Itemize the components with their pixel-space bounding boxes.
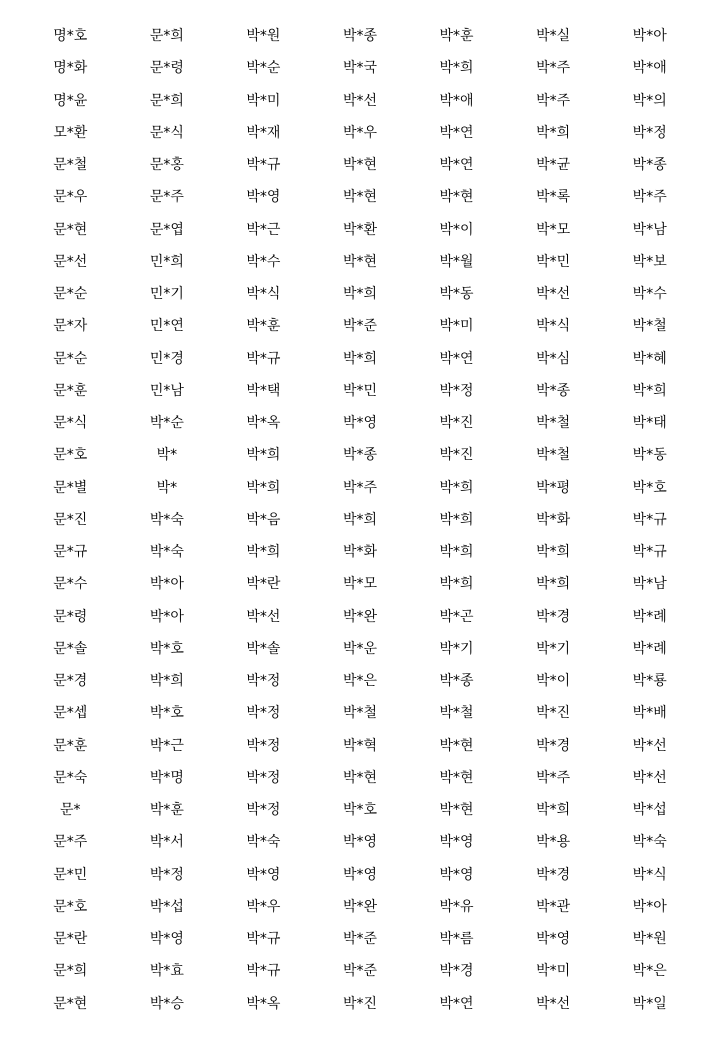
name-entry: 박* (156, 479, 178, 496)
name-entry: 박*희 (246, 544, 281, 561)
name-entry: 문*주 (53, 834, 88, 851)
name-entry: 박*호 (149, 640, 184, 657)
name-entry: 박*영 (149, 931, 184, 948)
name-entry: 박*아 (149, 608, 184, 625)
name-entry: 박*철 (439, 705, 474, 722)
name-entry: 문*민 (53, 866, 88, 883)
name-entry: 문*주 (149, 189, 184, 206)
name-entry: 박*철 (536, 447, 571, 464)
name-entry: 박*훈 (439, 28, 474, 45)
name-entry: 문*자 (53, 318, 88, 335)
name-entry: 박*름 (439, 931, 474, 948)
name-entry: 박*우 (342, 124, 378, 141)
name-entry: 박*정 (246, 673, 281, 690)
name-entry: 박*남 (632, 221, 667, 238)
name-entry: 박*애 (632, 60, 667, 77)
name-entry: 박*희 (632, 382, 667, 399)
name-entry: 박*희 (536, 802, 571, 819)
name-entry: 박*룡 (632, 673, 667, 690)
name-entry: 박*음 (246, 511, 281, 528)
name-entry: 박*애 (439, 92, 474, 109)
name-entry: 박*모 (536, 221, 571, 238)
name-entry: 박*선 (246, 608, 281, 625)
name-entry: 박*선 (632, 737, 667, 754)
name-entry: 박*희 (342, 350, 378, 367)
name-entry: 박*현 (342, 769, 378, 786)
name-entry: 모*환 (53, 124, 88, 141)
name-entry: 문*란 (53, 931, 88, 948)
name-entry: 박*주 (342, 479, 378, 496)
name-entry: 문*진 (53, 511, 88, 528)
name-entry: 박*기 (536, 640, 571, 657)
name-entry: 박*연 (439, 157, 474, 174)
name-entry: 문*식 (53, 415, 88, 432)
name-entry: 박*훈 (246, 318, 281, 335)
name-entry: 민*희 (149, 253, 184, 270)
name-entry: 박*동 (632, 447, 667, 464)
name-entry: 박*정 (246, 769, 281, 786)
name-entry: 박*실 (536, 28, 571, 45)
name-entry: 문*경 (53, 673, 88, 690)
name-entry: 박*현 (439, 737, 474, 754)
name-entry: 박*영 (439, 834, 474, 851)
name-entry: 박*태 (632, 415, 667, 432)
name-entry: 박*영 (246, 866, 281, 883)
name-entry: 박*관 (536, 898, 571, 915)
name-entry: 박*정 (246, 802, 281, 819)
name-entry: 박*주 (536, 60, 571, 77)
name-entry: 박*영 (342, 834, 378, 851)
name-entry: 박*경 (536, 737, 571, 754)
name-entry: 박*선 (536, 995, 571, 1012)
name-entry: 박*숙 (149, 511, 184, 528)
name-entry: 박*이 (536, 673, 571, 690)
name-entry: 박*재 (246, 124, 281, 141)
name-entry: 문*현 (53, 995, 88, 1012)
name-entry: 민*연 (149, 318, 184, 335)
name-entry: 박*곤 (439, 608, 474, 625)
name-entry: 박*모 (342, 576, 378, 593)
name-entry: 박*희 (342, 286, 378, 303)
name-entry: 박*남 (632, 576, 667, 593)
name-entry: 박*식 (246, 286, 281, 303)
name-entry: 박*훈 (149, 802, 184, 819)
name-entry: 박*희 (439, 60, 474, 77)
name-entry: 박*섭 (632, 802, 667, 819)
name-entry: 박*철 (632, 318, 667, 335)
name-entry: 박*현 (342, 157, 378, 174)
name-entry: 문*식 (149, 124, 184, 141)
name-entry: 박*호 (149, 705, 184, 722)
name-entry: 박*미 (536, 963, 571, 980)
name-entry: 박*정 (439, 382, 474, 399)
name-entry: 문*순 (53, 350, 88, 367)
name-entry: 박*영 (246, 189, 281, 206)
name-entry: 문*희 (149, 92, 184, 109)
name-entry: 박*일 (632, 995, 667, 1012)
name-entry: 명*호 (53, 28, 88, 45)
name-entry: 문*희 (53, 963, 88, 980)
name-entry: 박*숙 (632, 834, 667, 851)
name-entry: 박*준 (342, 931, 378, 948)
name-entry: 박*명 (149, 769, 184, 786)
name-entry: 박*동 (439, 286, 474, 303)
name-entry: 명*화 (53, 60, 88, 77)
name-entry: 박*정 (632, 124, 667, 141)
name-entry: 문*수 (53, 576, 88, 593)
name-entry: 박*진 (342, 995, 378, 1012)
name-entry: 박*영 (342, 415, 378, 432)
name-entry: 문*희 (149, 28, 184, 45)
name-entry: 민*기 (149, 286, 184, 303)
name-entry: 문* (60, 802, 81, 819)
name-entry: 박*기 (439, 640, 474, 657)
name-entry: 박*규 (246, 963, 281, 980)
name-entry: 박*연 (439, 995, 474, 1012)
name-entry: 박*순 (246, 60, 281, 77)
name-entry: 박*호 (342, 802, 378, 819)
name-entry: 박*종 (632, 157, 667, 174)
name-entry: 박*솔 (246, 640, 281, 657)
name-entry: 박*진 (439, 415, 474, 432)
name-entry: 박*주 (632, 189, 667, 206)
name-entry: 박*섭 (149, 898, 184, 915)
name-entry: 박*수 (632, 286, 667, 303)
name-entry: 박*희 (246, 479, 281, 496)
name-entry: 박*민 (342, 382, 378, 399)
name-entry: 박*월 (439, 253, 474, 270)
name-entry: 박*근 (149, 737, 184, 754)
name-entry: 박*진 (439, 447, 474, 464)
name-entry: 문*훈 (53, 737, 88, 754)
name-entry: 문*홍 (149, 157, 184, 174)
name-entry: 문*령 (53, 608, 88, 625)
name-entry: 박*진 (536, 705, 571, 722)
name-entry: 박*희 (439, 511, 474, 528)
name-entry: 박*균 (536, 157, 571, 174)
name-entry: 박*현 (342, 253, 378, 270)
name-entry: 박*희 (439, 479, 474, 496)
name-entry: 박*규 (632, 544, 667, 561)
name-entry: 박*완 (342, 608, 378, 625)
name-entry: 박*영 (342, 866, 378, 883)
name-entry: 박*희 (246, 447, 281, 464)
name-entry: 박*주 (536, 769, 571, 786)
name-entry: 박*종 (439, 673, 474, 690)
name-entry: 박*배 (632, 705, 667, 722)
name-entry: 박*철 (536, 415, 571, 432)
name-entry: 박*희 (536, 576, 571, 593)
name-entry: 박*희 (342, 511, 378, 528)
name-entry: 박*완 (342, 898, 378, 915)
name-entry: 문*현 (53, 221, 88, 238)
name-entry: 박*현 (439, 802, 474, 819)
name-entry: 박*환 (342, 221, 378, 238)
name-entry: 박*선 (536, 286, 571, 303)
name-entry: 문*숙 (53, 769, 88, 786)
name-entry: 박*현 (439, 189, 474, 206)
name-entry: 박*화 (342, 544, 378, 561)
name-entry: 박*종 (536, 382, 571, 399)
name-entry: 박*례 (632, 640, 667, 657)
name-entry: 박*란 (246, 576, 281, 593)
name-entry: 박*규 (632, 511, 667, 528)
name-entry: 박*은 (632, 963, 667, 980)
name-entry: 박*숙 (246, 834, 281, 851)
name-entry: 문*솔 (53, 640, 88, 657)
name-entry: 박*경 (439, 963, 474, 980)
name-entry: 명*윤 (53, 92, 88, 109)
name-entry: 박*유 (439, 898, 474, 915)
name-entry: 문*령 (149, 60, 184, 77)
name-entry: 문*호 (53, 898, 88, 915)
name-entry: 박*서 (149, 834, 184, 851)
name-entry: 박*은 (342, 673, 378, 690)
name-entry: 박*수 (246, 253, 281, 270)
name-entry: 문*호 (53, 447, 88, 464)
name-entry: 박*식 (536, 318, 571, 335)
name-entry: 박* (156, 447, 178, 464)
name-entry: 박*혁 (342, 737, 378, 754)
name-entry: 박*현 (342, 189, 378, 206)
name-entry: 박*화 (536, 511, 571, 528)
name-entry: 문*규 (53, 544, 88, 561)
name-entry: 박*희 (439, 544, 474, 561)
name-entry: 박*연 (439, 350, 474, 367)
name-entry: 박*희 (439, 576, 474, 593)
name-entry: 박*규 (246, 350, 281, 367)
name-entry: 박*정 (246, 737, 281, 754)
name-entry: 박*순 (149, 415, 184, 432)
name-entry: 박*민 (536, 253, 571, 270)
name-list-grid (22, 20, 698, 1020)
name-entry: 박*선 (342, 92, 378, 109)
name-entry: 문*엽 (149, 221, 184, 238)
name-entry: 문*철 (53, 157, 88, 174)
name-entry: 박*택 (246, 382, 281, 399)
name-entry: 박*종 (342, 447, 378, 464)
name-entry: 박*준 (342, 318, 378, 335)
name-entry: 문*훈 (53, 382, 88, 399)
name-entry: 박*아 (149, 576, 184, 593)
name-entry: 박*규 (246, 157, 281, 174)
name-entry: 박*원 (246, 28, 281, 45)
name-entry: 박*주 (536, 92, 571, 109)
name-entry: 박*용 (536, 834, 571, 851)
name-entry: 박*아 (632, 898, 667, 915)
name-entry: 박*연 (439, 124, 474, 141)
name-entry: 박*심 (536, 350, 571, 367)
name-entry: 박*미 (439, 318, 474, 335)
name-entry: 민*경 (149, 350, 184, 367)
name-entry: 박*숙 (149, 544, 184, 561)
name-entry: 민*남 (149, 382, 184, 399)
name-entry: 박*원 (632, 931, 667, 948)
name-entry: 박*영 (536, 931, 571, 948)
name-entry: 박*선 (632, 769, 667, 786)
name-entry: 박*운 (342, 640, 378, 657)
name-entry: 박*례 (632, 608, 667, 625)
name-entry: 박*효 (149, 963, 184, 980)
name-entry: 박*희 (536, 544, 571, 561)
name-entry: 박*우 (246, 898, 281, 915)
name-entry: 박*경 (536, 608, 571, 625)
name-entry: 박*근 (246, 221, 281, 238)
name-entry: 박*이 (439, 221, 474, 238)
name-entry: 문*순 (53, 286, 88, 303)
name-entry: 박*록 (536, 189, 571, 206)
name-entry: 박*아 (632, 28, 667, 45)
name-entry: 박*준 (342, 963, 378, 980)
name-entry: 박*국 (342, 60, 378, 77)
name-entry: 박*평 (536, 479, 571, 496)
name-entry: 박*승 (149, 995, 184, 1012)
name-entry: 문*셉 (53, 705, 88, 722)
name-entry: 박*희 (536, 124, 571, 141)
name-entry: 박*미 (246, 92, 281, 109)
name-entry: 박*보 (632, 253, 667, 270)
name-entry: 박*호 (632, 479, 667, 496)
name-entry: 박*희 (149, 673, 184, 690)
name-entry: 박*정 (246, 705, 281, 722)
name-entry: 문*선 (53, 253, 88, 270)
name-entry: 박*영 (439, 866, 474, 883)
name-entry: 박*철 (342, 705, 378, 722)
name-entry: 박*종 (342, 28, 378, 45)
name-entry: 박*식 (632, 866, 667, 883)
name-entry: 박*규 (246, 931, 281, 948)
name-entry: 박*정 (149, 866, 184, 883)
name-entry: 박*옥 (246, 995, 281, 1012)
name-entry: 박*혜 (632, 350, 667, 367)
name-entry: 박*의 (632, 92, 667, 109)
name-entry: 문*우 (53, 189, 88, 206)
name-entry: 문*별 (53, 479, 88, 496)
name-entry: 박*옥 (246, 415, 281, 432)
name-entry: 박*현 (439, 769, 474, 786)
name-entry: 박*경 (536, 866, 571, 883)
